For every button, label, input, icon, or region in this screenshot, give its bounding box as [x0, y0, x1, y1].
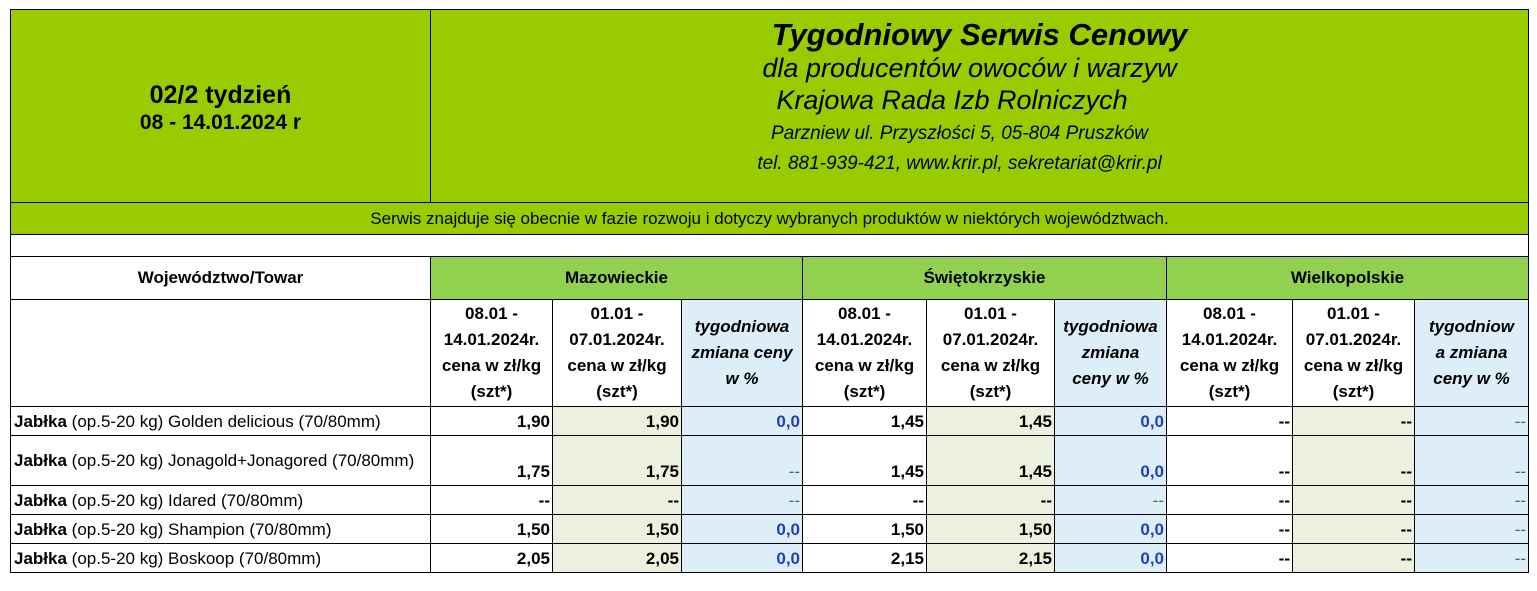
column-header-line: cena w zł/kg: [940, 356, 1041, 375]
price-sheet: [10, 9, 1528, 573]
column-header-line: 07.01.2024r.: [569, 330, 665, 349]
price-cell: 1,45: [803, 407, 927, 436]
column-header-line: (szt*): [843, 382, 886, 401]
title-cell: [431, 10, 1529, 203]
change-cell: --: [1415, 544, 1529, 573]
column-header: [553, 300, 682, 407]
column-header: [803, 300, 927, 407]
product-name: [11, 407, 431, 436]
column-header-line: (szt*): [1332, 382, 1375, 401]
column-header-line: tygodniowa: [1063, 317, 1158, 336]
price-cell: --: [803, 486, 927, 515]
price-cell: --: [1293, 436, 1415, 486]
column-header: [1415, 300, 1529, 407]
product-category: Jabłka: [14, 548, 67, 568]
price-cell: --: [431, 486, 553, 515]
column-header-line: 07.01.2024r.: [942, 330, 1039, 349]
region-swietokrzyskie: Świętokrzyskie: [803, 257, 1167, 300]
column-header-line: tygodniowa: [694, 317, 790, 336]
change-cell: --: [682, 436, 803, 486]
change-cell: --: [1415, 407, 1529, 436]
change-cell: 0,0: [682, 515, 803, 544]
column-header-line: zmiana ceny: [691, 343, 793, 362]
week-dates: 08 - 14.01.2024 r: [139, 111, 302, 134]
column-header: [1167, 300, 1293, 407]
column-header-line: (szt*): [1208, 382, 1251, 401]
region-wielkopolskie: Wielkopolskie: [1167, 257, 1529, 300]
price-cell: --: [1167, 436, 1293, 486]
column-header-line: 01.01 -: [964, 304, 1017, 323]
price-cell: --: [1293, 407, 1415, 436]
week-cell: [11, 10, 431, 203]
change-cell: 0,0: [1055, 407, 1167, 436]
price-cell: 1,50: [553, 515, 682, 544]
column-header-line: w %: [725, 369, 759, 388]
address-line: Parzniew ul. Przyszłości 5, 05-804 Pruszków: [771, 123, 1148, 144]
corner-blank: [11, 300, 431, 407]
change-cell: --: [1055, 486, 1167, 515]
price-cell: --: [927, 486, 1055, 515]
column-header-line: (szt*): [969, 382, 1012, 401]
page-title: Tygodniowy Serwis Cenowy: [771, 17, 1188, 52]
column-header: [927, 300, 1055, 407]
column-header-line: 08.01 -: [838, 304, 891, 323]
column-header-line: cena w zł/kg: [567, 356, 667, 375]
price-cell: --: [1293, 486, 1415, 515]
column-header-line: 07.01.2024r.: [1305, 330, 1402, 349]
table-row: [11, 407, 1529, 436]
product-name: [11, 544, 431, 573]
price-cell: 1,75: [553, 436, 682, 486]
price-cell: 1,45: [927, 436, 1055, 486]
service-note: Serwis znajduje się obecnie w fazie rozwoju i dotyczy wybranych produktów w niektórych województwach.: [11, 203, 1529, 235]
change-cell: --: [1415, 436, 1529, 486]
price-cell: 2,15: [927, 544, 1055, 573]
price-cell: 2,05: [553, 544, 682, 573]
column-header-line: 08.01 -: [1203, 304, 1256, 323]
column-header: [682, 300, 803, 407]
column-header-line: cena w zł/kg: [814, 356, 915, 375]
column-header-line: 01.01 -: [1327, 304, 1380, 323]
product-category: Jabłka: [14, 411, 67, 431]
column-header-line: 08.01 -: [465, 304, 518, 323]
product-name: [11, 486, 431, 515]
column-header-line: cena w zł/kg: [1303, 356, 1404, 375]
price-cell: 2,15: [803, 544, 927, 573]
column-header-line: 14.01.2024r.: [1181, 330, 1278, 349]
price-cell: --: [1293, 515, 1415, 544]
column-header-line: (szt*): [470, 382, 513, 401]
column-header-line: ceny w %: [1433, 369, 1510, 388]
price-table: [10, 9, 1529, 573]
page-subtitle: dla producentów owoców i warzyw: [762, 53, 1177, 83]
price-cell: 1,45: [927, 407, 1055, 436]
column-header-line: cena w zł/kg: [1179, 356, 1280, 375]
column-header: [1055, 300, 1167, 407]
column-header-line: 01.01 -: [590, 304, 644, 323]
column-header-line: (szt*): [596, 382, 638, 401]
price-cell: --: [1167, 515, 1293, 544]
table-row: [11, 544, 1529, 573]
price-cell: --: [1167, 486, 1293, 515]
product-category: Jabłka: [14, 451, 67, 470]
region-mazowieckie: Mazowieckie: [431, 257, 803, 300]
price-cell: 1,50: [803, 515, 927, 544]
price-cell: --: [1167, 407, 1293, 436]
corner-label: Województwo/Towar: [11, 257, 431, 300]
change-cell: --: [1415, 486, 1529, 515]
product-detail: (op.5-20 kg) Golden delicious (70/80mm): [66, 411, 381, 431]
column-header-line: cena w zł/kg: [441, 356, 542, 375]
price-cell: 1,90: [553, 407, 682, 436]
column-header-line: 14.01.2024r.: [443, 330, 540, 349]
price-cell: 1,50: [431, 515, 553, 544]
week-label: 02/2 tydzień: [149, 81, 292, 109]
product-detail: (op.5-20 kg) Boskoop (70/80mm): [66, 548, 322, 568]
product-name: [11, 515, 431, 544]
change-cell: 0,0: [1055, 436, 1167, 486]
column-header-line: tygodniow: [1429, 317, 1514, 336]
organization-name: Krajowa Rada Izb Rolniczych: [776, 85, 1128, 115]
product-detail: (op.5-20 kg) Shampion (70/80mm): [66, 519, 332, 539]
table-row: [11, 436, 1529, 486]
price-cell: 1,45: [803, 436, 927, 486]
change-cell: --: [682, 486, 803, 515]
column-header-line: zmiana: [1081, 343, 1140, 362]
product-detail: (op.5-20 kg) Idared (70/80mm): [66, 490, 304, 510]
column-header-line: ceny w %: [1072, 369, 1149, 388]
price-cell: 1,50: [927, 515, 1055, 544]
contact-line: tel. 881-939-421, www.krir.pl, sekretariat@krir.pl: [757, 153, 1162, 174]
price-cell: 2,05: [431, 544, 553, 573]
product-category: Jabłka: [14, 490, 67, 510]
product-detail: (op.5-20 kg) Jonagold+Jonagored (70/80mm): [66, 451, 415, 470]
column-header: [1293, 300, 1415, 407]
change-cell: 0,0: [1055, 544, 1167, 573]
spacer-row: [11, 235, 1529, 257]
product-name: [11, 436, 431, 486]
change-cell: 0,0: [682, 407, 803, 436]
table-row: [11, 515, 1529, 544]
column-header-line: a zmiana: [1435, 343, 1508, 362]
change-cell: 0,0: [682, 544, 803, 573]
column-header: [431, 300, 553, 407]
product-category: Jabłka: [14, 519, 67, 539]
change-cell: --: [1415, 515, 1529, 544]
column-header-line: 14.01.2024r.: [816, 330, 913, 349]
price-cell: 1,90: [431, 407, 553, 436]
price-cell: 1,75: [431, 436, 553, 486]
price-cell: --: [1167, 544, 1293, 573]
change-cell: 0,0: [1055, 515, 1167, 544]
price-cell: --: [553, 486, 682, 515]
table-row: [11, 486, 1529, 515]
price-cell: --: [1293, 544, 1415, 573]
